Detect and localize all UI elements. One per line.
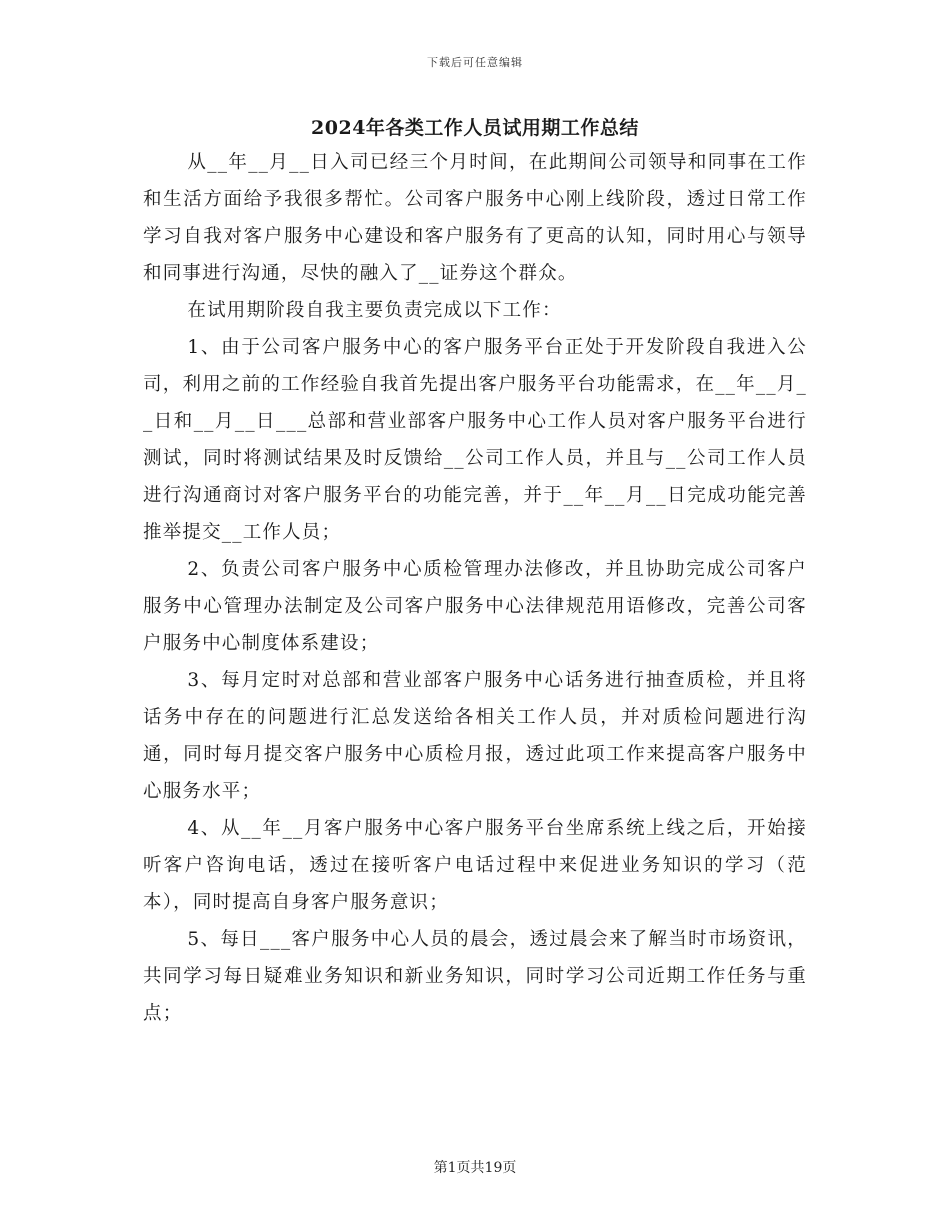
document-title: 2024年各类工作人员试用期工作总结 bbox=[311, 117, 639, 139]
paragraph-item-2: 2、负责公司客户服务中心质检管理办法修改，并且协助完成公司客户服务中心管理办法制定及公司客户服务中心法律规范用语修改，完善公司客户服务中心制度体系建设； bbox=[143, 559, 807, 654]
paragraph-intro: 从__年__月__日入司已经三个月时间，在此期间公司领导和同事在工作和生活方面给予我很多帮忙。公司客户服务中心刚上线阶段，透过日常工作学习自我对客户服务中心建设和客户服务有了更高的认知，同时用心与领导和同事进行沟通，尽快的融入了__证券这个群众。 bbox=[143, 152, 807, 284]
header-note: 下载后可任意编辑 bbox=[427, 56, 523, 69]
paragraph-item-1: 1、由于公司客户服务中心的客户服务平台正处于开发阶段自我进入公司，利用之前的工作经验自我首先提出客户服务平台功能需求，在__年__月__日和__月__日___总部和营业部客户服务中心工作人员对客户服务平台进行测试，同时将测试结果及时反馈给__公司工作人员，并且与__公司工作人员进行沟通商讨对客户服务平台的功能完善，并于__年__月__日完成功能完善推举提交__工作人员； bbox=[143, 337, 807, 543]
paragraph-item-3: 3、每月定时对总部和营业部客户服务中心话务进行抽查质检，并且将话务中存在的问题进行汇总发送给各相关工作人员，并对质检问题进行沟通，同时每月提交客户服务中心质检月报，透过此项工作来提高客户服务中心服务水平； bbox=[143, 670, 807, 802]
paragraph-duties-heading: 在试用期阶段自我主要负责完成以下工作： bbox=[187, 300, 562, 321]
page-number-footer: 第1页共19页 bbox=[433, 1160, 517, 1176]
document-body bbox=[143, 144, 807, 1032]
paragraph-item-5: 5、每日___客户服务中心人员的晨会，透过晨会来了解当时市场资讯，共同学习每日疑难业务知识和新业务知识，同时学习公司近期工作任务与重点； bbox=[143, 929, 807, 1024]
paragraph-item-4: 4、从__年__月客户服务中心客户服务平台坐席系统上线之后，开始接听客户咨询电话，透过在接听客户电话过程中来促进业务知识的学习（范本），同时提高自身客户服务意识； bbox=[143, 818, 807, 913]
